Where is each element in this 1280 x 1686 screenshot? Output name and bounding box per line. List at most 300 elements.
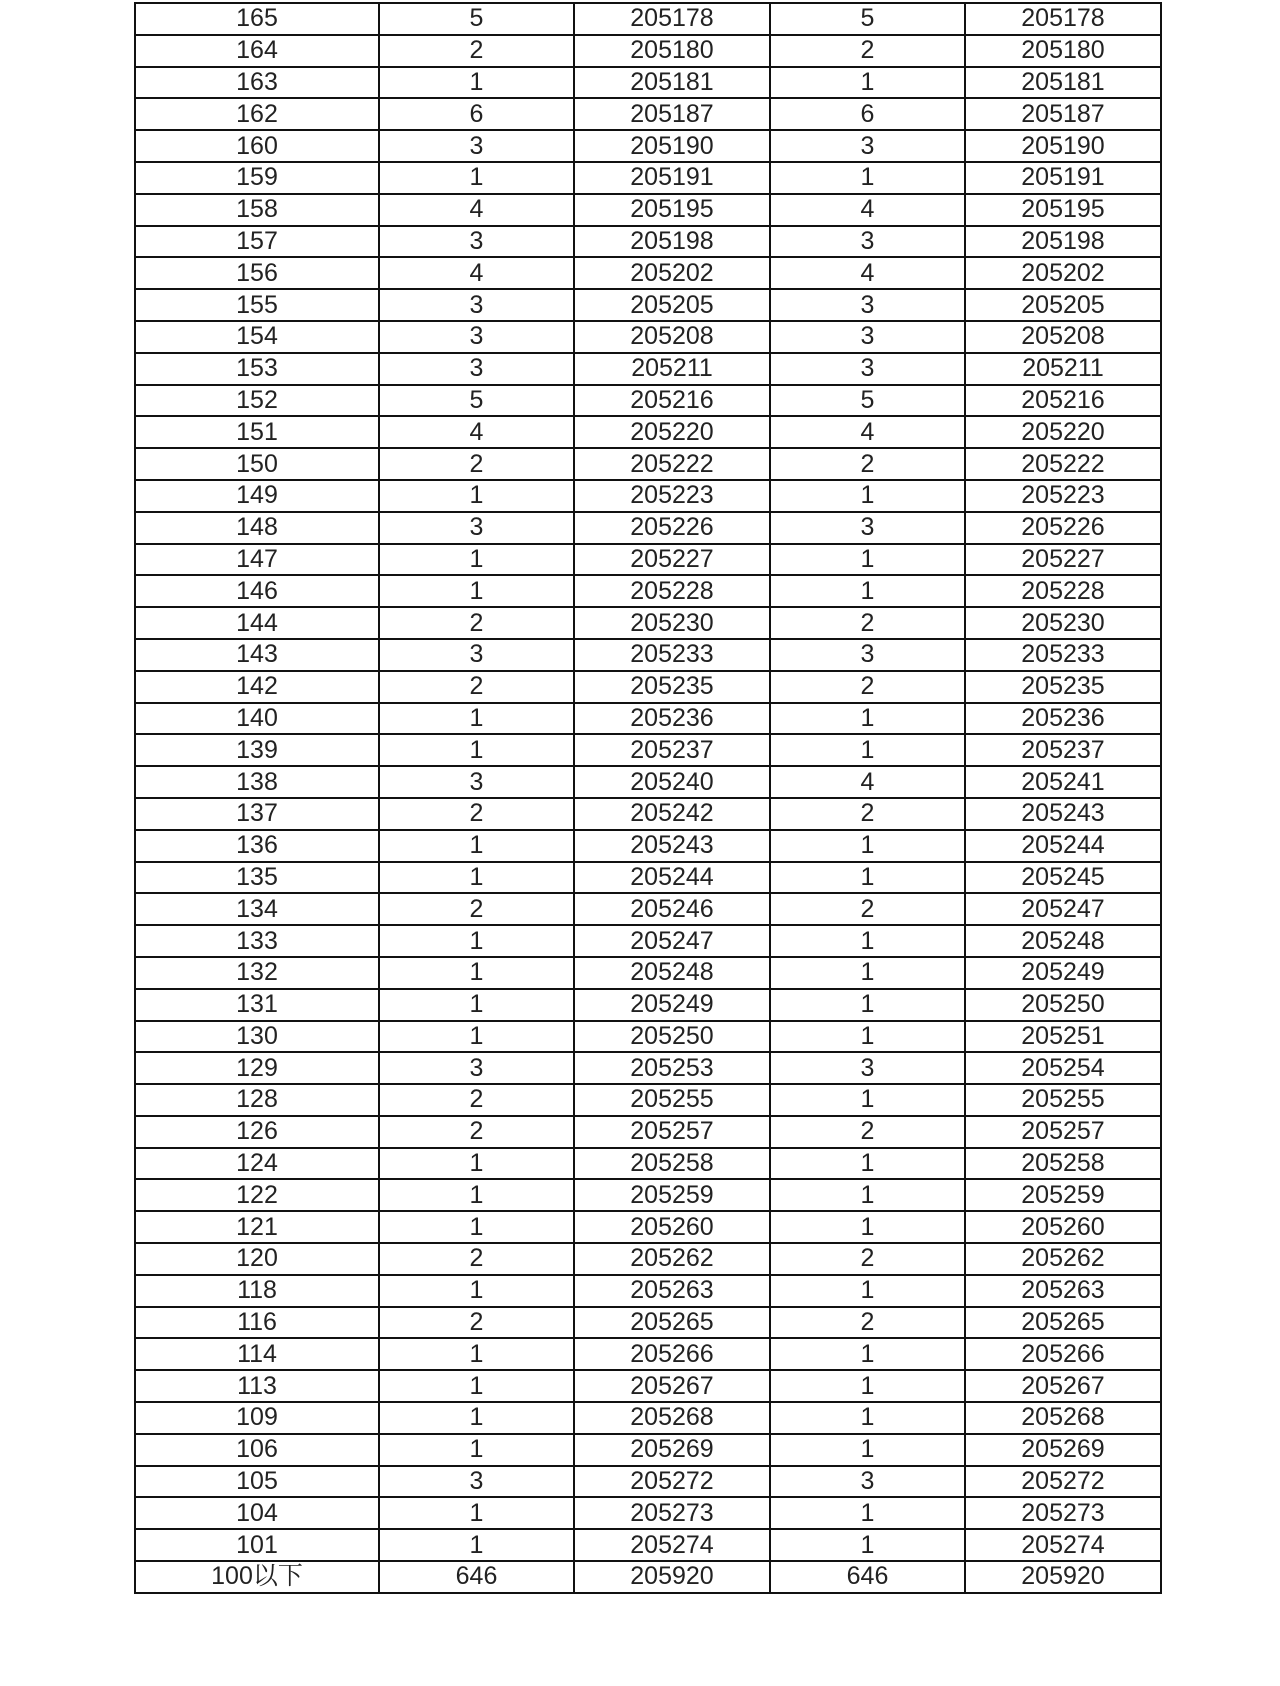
score-cell: 116	[135, 1307, 379, 1339]
count-cell-alt: 3	[770, 321, 965, 353]
score-cell: 131	[135, 989, 379, 1021]
count-cell: 3	[379, 353, 574, 385]
table-row	[135, 1307, 1161, 1339]
count-cell: 3	[379, 130, 574, 162]
count-cell: 6	[379, 98, 574, 130]
cumulative-cell-alt: 205191	[965, 162, 1161, 194]
table-row	[135, 226, 1161, 258]
cumulative-cell: 205259	[574, 1179, 770, 1211]
score-cell: 133	[135, 925, 379, 957]
cumulative-cell-alt: 205235	[965, 671, 1161, 703]
score-cell: 162	[135, 98, 379, 130]
score-cell: 124	[135, 1148, 379, 1180]
count-cell-alt: 1	[770, 1148, 965, 1180]
table-row	[135, 1561, 1161, 1593]
table-row	[135, 353, 1161, 385]
cumulative-cell-alt: 205272	[965, 1466, 1161, 1498]
cumulative-cell-alt: 205250	[965, 989, 1161, 1021]
count-cell: 3	[379, 226, 574, 258]
cumulative-cell-alt: 205222	[965, 448, 1161, 480]
count-cell: 1	[379, 1021, 574, 1053]
count-cell-alt: 4	[770, 416, 965, 448]
score-cell: 132	[135, 957, 379, 989]
count-cell-alt: 1	[770, 734, 965, 766]
count-cell-alt: 4	[770, 194, 965, 226]
table-row	[135, 1116, 1161, 1148]
cumulative-cell-alt: 205260	[965, 1211, 1161, 1243]
cumulative-cell-alt: 205268	[965, 1402, 1161, 1434]
score-cell: 150	[135, 448, 379, 480]
count-cell-alt: 3	[770, 512, 965, 544]
count-cell: 1	[379, 1211, 574, 1243]
count-cell: 3	[379, 1052, 574, 1084]
count-cell: 3	[379, 639, 574, 671]
table-row	[135, 289, 1161, 321]
count-cell-alt: 3	[770, 130, 965, 162]
cumulative-cell: 205205	[574, 289, 770, 321]
count-cell: 5	[379, 385, 574, 417]
count-cell-alt: 1	[770, 1275, 965, 1307]
table-row	[135, 1148, 1161, 1180]
table-row	[135, 35, 1161, 67]
cumulative-cell-alt: 205205	[965, 289, 1161, 321]
count-cell-alt: 6	[770, 98, 965, 130]
count-cell: 1	[379, 1434, 574, 1466]
count-cell: 1	[379, 1529, 574, 1561]
table-row	[135, 671, 1161, 703]
score-cell: 149	[135, 480, 379, 512]
count-cell: 2	[379, 607, 574, 639]
count-cell: 1	[379, 925, 574, 957]
table-row	[135, 98, 1161, 130]
score-cell: 144	[135, 607, 379, 639]
count-cell-alt: 2	[770, 1243, 965, 1275]
cumulative-cell-alt: 205248	[965, 925, 1161, 957]
cumulative-cell: 205247	[574, 925, 770, 957]
score-cell: 157	[135, 226, 379, 258]
score-cell: 151	[135, 416, 379, 448]
count-cell: 1	[379, 1179, 574, 1211]
count-cell: 1	[379, 703, 574, 735]
count-cell-alt: 3	[770, 289, 965, 321]
cumulative-cell: 205237	[574, 734, 770, 766]
score-cell: 121	[135, 1211, 379, 1243]
table-row	[135, 1243, 1161, 1275]
count-cell-alt: 1	[770, 1529, 965, 1561]
count-cell-alt: 1	[770, 544, 965, 576]
count-cell-alt: 2	[770, 893, 965, 925]
score-cell: 105	[135, 1466, 379, 1498]
cumulative-cell: 205249	[574, 989, 770, 1021]
score-cell: 146	[135, 575, 379, 607]
count-cell: 1	[379, 67, 574, 99]
table-row	[135, 1466, 1161, 1498]
cumulative-cell: 205208	[574, 321, 770, 353]
score-cell: 160	[135, 130, 379, 162]
cumulative-cell-alt: 205263	[965, 1275, 1161, 1307]
cumulative-cell: 205220	[574, 416, 770, 448]
score-cell: 136	[135, 830, 379, 862]
score-cell: 113	[135, 1370, 379, 1402]
cumulative-cell-alt: 205247	[965, 893, 1161, 925]
table-row	[135, 1275, 1161, 1307]
cumulative-cell-alt: 205230	[965, 607, 1161, 639]
table-row	[135, 703, 1161, 735]
cumulative-cell: 205187	[574, 98, 770, 130]
score-cell: 109	[135, 1402, 379, 1434]
count-cell-alt: 2	[770, 798, 965, 830]
count-cell-alt: 1	[770, 989, 965, 1021]
cumulative-cell: 205244	[574, 862, 770, 894]
cumulative-cell: 205255	[574, 1084, 770, 1116]
cumulative-cell-alt: 205254	[965, 1052, 1161, 1084]
score-distribution-table	[134, 2, 1162, 1594]
count-cell: 1	[379, 734, 574, 766]
cumulative-cell-alt: 205249	[965, 957, 1161, 989]
score-cell: 142	[135, 671, 379, 703]
score-cell: 139	[135, 734, 379, 766]
count-cell: 1	[379, 830, 574, 862]
table-row	[135, 1402, 1161, 1434]
score-cell: 101	[135, 1529, 379, 1561]
table-row	[135, 1434, 1161, 1466]
cumulative-cell-alt: 205202	[965, 257, 1161, 289]
count-cell-alt: 1	[770, 1084, 965, 1116]
score-cell: 152	[135, 385, 379, 417]
count-cell: 2	[379, 35, 574, 67]
cumulative-cell: 205273	[574, 1497, 770, 1529]
score-cell: 154	[135, 321, 379, 353]
count-cell: 2	[379, 1084, 574, 1116]
table-row	[135, 830, 1161, 862]
score-cell: 153	[135, 353, 379, 385]
score-cell: 100以下	[135, 1561, 379, 1593]
cumulative-cell: 205267	[574, 1370, 770, 1402]
count-cell-alt: 2	[770, 35, 965, 67]
cumulative-cell: 205253	[574, 1052, 770, 1084]
count-cell: 2	[379, 448, 574, 480]
score-cell: 104	[135, 1497, 379, 1529]
count-cell: 2	[379, 671, 574, 703]
cumulative-cell: 205242	[574, 798, 770, 830]
cumulative-cell: 205268	[574, 1402, 770, 1434]
table-row	[135, 130, 1161, 162]
score-cell: 138	[135, 766, 379, 798]
count-cell: 4	[379, 194, 574, 226]
cumulative-cell: 205236	[574, 703, 770, 735]
score-cell: 163	[135, 67, 379, 99]
count-cell: 2	[379, 1116, 574, 1148]
cumulative-cell-alt: 205265	[965, 1307, 1161, 1339]
table-row	[135, 480, 1161, 512]
table-row	[135, 575, 1161, 607]
score-cell: 147	[135, 544, 379, 576]
cumulative-cell-alt: 205255	[965, 1084, 1161, 1116]
count-cell-alt: 4	[770, 766, 965, 798]
cumulative-cell-alt: 205181	[965, 67, 1161, 99]
cumulative-cell-alt: 205228	[965, 575, 1161, 607]
cumulative-cell-alt: 205187	[965, 98, 1161, 130]
count-cell: 1	[379, 575, 574, 607]
cumulative-cell-alt: 205273	[965, 1497, 1161, 1529]
table-row	[135, 544, 1161, 576]
cumulative-cell: 205190	[574, 130, 770, 162]
count-cell-alt: 4	[770, 257, 965, 289]
score-cell: 120	[135, 1243, 379, 1275]
cumulative-cell-alt: 205216	[965, 385, 1161, 417]
cumulative-cell-alt: 205220	[965, 416, 1161, 448]
cumulative-cell: 205222	[574, 448, 770, 480]
cumulative-cell: 205243	[574, 830, 770, 862]
table-row	[135, 448, 1161, 480]
table-row	[135, 798, 1161, 830]
cumulative-cell-alt: 205241	[965, 766, 1161, 798]
cumulative-cell-alt: 205251	[965, 1021, 1161, 1053]
cumulative-cell: 205223	[574, 480, 770, 512]
count-cell: 3	[379, 289, 574, 321]
cumulative-cell: 205195	[574, 194, 770, 226]
table-row	[135, 639, 1161, 671]
count-cell: 2	[379, 798, 574, 830]
score-cell: 159	[135, 162, 379, 194]
table-row	[135, 1179, 1161, 1211]
cumulative-cell-alt: 205262	[965, 1243, 1161, 1275]
count-cell: 1	[379, 1402, 574, 1434]
cumulative-cell: 205920	[574, 1561, 770, 1593]
score-cell: 137	[135, 798, 379, 830]
cumulative-cell: 205216	[574, 385, 770, 417]
count-cell: 1	[379, 480, 574, 512]
count-cell-alt: 1	[770, 1370, 965, 1402]
score-cell: 128	[135, 1084, 379, 1116]
cumulative-cell-alt: 205237	[965, 734, 1161, 766]
score-cell: 114	[135, 1338, 379, 1370]
count-cell: 1	[379, 862, 574, 894]
count-cell-alt: 1	[770, 1338, 965, 1370]
cumulative-cell: 205181	[574, 67, 770, 99]
count-cell-alt: 1	[770, 1021, 965, 1053]
count-cell-alt: 2	[770, 1116, 965, 1148]
count-cell: 5	[379, 3, 574, 35]
count-cell-alt: 646	[770, 1561, 965, 1593]
count-cell-alt: 3	[770, 353, 965, 385]
table-row	[135, 862, 1161, 894]
cumulative-cell: 205191	[574, 162, 770, 194]
score-cell: 126	[135, 1116, 379, 1148]
count-cell-alt: 1	[770, 1179, 965, 1211]
table-row	[135, 194, 1161, 226]
count-cell: 3	[379, 1466, 574, 1498]
count-cell-alt: 3	[770, 1052, 965, 1084]
count-cell-alt: 1	[770, 575, 965, 607]
count-cell-alt: 2	[770, 671, 965, 703]
score-cell: 165	[135, 3, 379, 35]
count-cell-alt: 3	[770, 639, 965, 671]
cumulative-cell: 205250	[574, 1021, 770, 1053]
cumulative-cell-alt: 205267	[965, 1370, 1161, 1402]
count-cell-alt: 1	[770, 1402, 965, 1434]
table-row	[135, 1052, 1161, 1084]
count-cell: 1	[379, 1148, 574, 1180]
cumulative-cell-alt: 205198	[965, 226, 1161, 258]
score-cell: 134	[135, 893, 379, 925]
table-row	[135, 1084, 1161, 1116]
cumulative-cell-alt: 205227	[965, 544, 1161, 576]
cumulative-cell: 205240	[574, 766, 770, 798]
count-cell-alt: 2	[770, 607, 965, 639]
cumulative-cell-alt: 205269	[965, 1434, 1161, 1466]
cumulative-cell: 205233	[574, 639, 770, 671]
score-cell: 156	[135, 257, 379, 289]
cumulative-cell-alt: 205208	[965, 321, 1161, 353]
count-cell: 3	[379, 321, 574, 353]
count-cell-alt: 1	[770, 957, 965, 989]
cumulative-cell: 205260	[574, 1211, 770, 1243]
cumulative-cell: 205248	[574, 957, 770, 989]
table-row	[135, 1211, 1161, 1243]
table-row	[135, 734, 1161, 766]
table-row	[135, 925, 1161, 957]
score-cell: 130	[135, 1021, 379, 1053]
cumulative-cell-alt: 205211	[965, 353, 1161, 385]
table-body	[135, 3, 1161, 1593]
score-cell: 122	[135, 1179, 379, 1211]
cumulative-cell-alt: 205245	[965, 862, 1161, 894]
cumulative-cell: 205228	[574, 575, 770, 607]
score-cell: 106	[135, 1434, 379, 1466]
count-cell: 646	[379, 1561, 574, 1593]
count-cell: 4	[379, 257, 574, 289]
table-row	[135, 607, 1161, 639]
count-cell: 2	[379, 1307, 574, 1339]
cumulative-cell-alt: 205259	[965, 1179, 1161, 1211]
count-cell: 3	[379, 766, 574, 798]
table-row	[135, 989, 1161, 1021]
cumulative-cell: 205263	[574, 1275, 770, 1307]
cumulative-cell: 205258	[574, 1148, 770, 1180]
count-cell: 4	[379, 416, 574, 448]
cumulative-cell: 205257	[574, 1116, 770, 1148]
cumulative-cell-alt: 205243	[965, 798, 1161, 830]
cumulative-cell: 205266	[574, 1338, 770, 1370]
table-row	[135, 416, 1161, 448]
count-cell: 1	[379, 1275, 574, 1307]
cumulative-cell: 205180	[574, 35, 770, 67]
count-cell-alt: 1	[770, 67, 965, 99]
table-row	[135, 1021, 1161, 1053]
cumulative-cell: 205262	[574, 1243, 770, 1275]
count-cell: 1	[379, 1338, 574, 1370]
table-row	[135, 512, 1161, 544]
table-row	[135, 257, 1161, 289]
count-cell-alt: 3	[770, 226, 965, 258]
count-cell-alt: 1	[770, 703, 965, 735]
cumulative-cell: 205198	[574, 226, 770, 258]
table-row	[135, 957, 1161, 989]
cumulative-cell: 205230	[574, 607, 770, 639]
count-cell: 1	[379, 1497, 574, 1529]
table-row	[135, 385, 1161, 417]
cumulative-cell: 205226	[574, 512, 770, 544]
count-cell-alt: 3	[770, 1466, 965, 1498]
cumulative-cell-alt: 205233	[965, 639, 1161, 671]
count-cell-alt: 1	[770, 1497, 965, 1529]
score-cell: 148	[135, 512, 379, 544]
count-cell: 1	[379, 544, 574, 576]
table-row	[135, 321, 1161, 353]
score-cell: 158	[135, 194, 379, 226]
cumulative-cell-alt: 205244	[965, 830, 1161, 862]
count-cell: 2	[379, 1243, 574, 1275]
table-row	[135, 766, 1161, 798]
count-cell: 1	[379, 162, 574, 194]
table-row	[135, 67, 1161, 99]
cumulative-cell-alt: 205180	[965, 35, 1161, 67]
table-row	[135, 162, 1161, 194]
cumulative-cell-alt: 205257	[965, 1116, 1161, 1148]
score-cell: 135	[135, 862, 379, 894]
count-cell: 2	[379, 893, 574, 925]
score-cell: 118	[135, 1275, 379, 1307]
count-cell-alt: 1	[770, 480, 965, 512]
count-cell-alt: 1	[770, 162, 965, 194]
cumulative-cell-alt: 205195	[965, 194, 1161, 226]
score-cell: 129	[135, 1052, 379, 1084]
cumulative-cell-alt: 205274	[965, 1529, 1161, 1561]
count-cell-alt: 1	[770, 925, 965, 957]
cumulative-cell: 205202	[574, 257, 770, 289]
count-cell-alt: 1	[770, 1434, 965, 1466]
count-cell-alt: 5	[770, 385, 965, 417]
score-cell: 155	[135, 289, 379, 321]
count-cell-alt: 5	[770, 3, 965, 35]
cumulative-cell-alt: 205266	[965, 1338, 1161, 1370]
cumulative-cell: 205246	[574, 893, 770, 925]
count-cell: 1	[379, 957, 574, 989]
cumulative-cell-alt: 205190	[965, 130, 1161, 162]
score-cell: 143	[135, 639, 379, 671]
table-row	[135, 1529, 1161, 1561]
cumulative-cell-alt: 205178	[965, 3, 1161, 35]
cumulative-cell-alt: 205920	[965, 1561, 1161, 1593]
cumulative-cell: 205269	[574, 1434, 770, 1466]
count-cell-alt: 1	[770, 830, 965, 862]
table-row	[135, 1338, 1161, 1370]
cumulative-cell: 205211	[574, 353, 770, 385]
count-cell: 1	[379, 989, 574, 1021]
cumulative-cell-alt: 205236	[965, 703, 1161, 735]
score-cell: 140	[135, 703, 379, 735]
count-cell-alt: 1	[770, 1211, 965, 1243]
cumulative-cell-alt: 205258	[965, 1148, 1161, 1180]
table-row	[135, 3, 1161, 35]
cumulative-cell: 205274	[574, 1529, 770, 1561]
count-cell-alt: 1	[770, 862, 965, 894]
count-cell-alt: 2	[770, 1307, 965, 1339]
table-row	[135, 1370, 1161, 1402]
count-cell-alt: 2	[770, 448, 965, 480]
cumulative-cell: 205178	[574, 3, 770, 35]
count-cell: 1	[379, 1370, 574, 1402]
cumulative-cell-alt: 205223	[965, 480, 1161, 512]
cumulative-cell-alt: 205226	[965, 512, 1161, 544]
cumulative-cell: 205227	[574, 544, 770, 576]
score-cell: 164	[135, 35, 379, 67]
cumulative-cell: 205235	[574, 671, 770, 703]
cumulative-cell: 205272	[574, 1466, 770, 1498]
table-row	[135, 893, 1161, 925]
cumulative-cell: 205265	[574, 1307, 770, 1339]
